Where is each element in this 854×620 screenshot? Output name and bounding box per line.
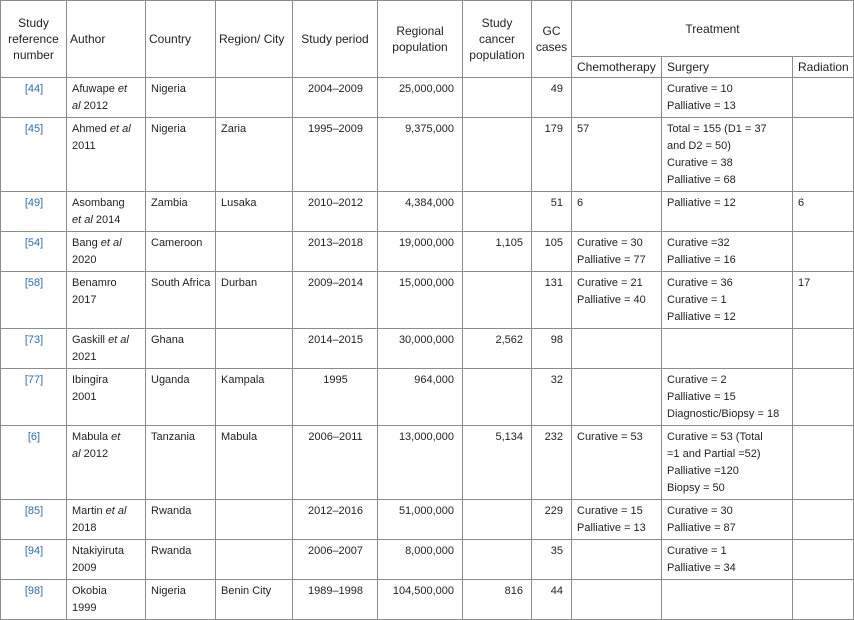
author-line: Mabula et [72, 431, 121, 443]
study-ref-link[interactable]: [98] [1, 580, 67, 620]
header-country: Country [146, 1, 216, 78]
author-line: Benamro [72, 277, 117, 289]
gc-cases-cell: 44 [532, 580, 572, 620]
surgery-cell [662, 580, 793, 620]
author-line: Ibingira [72, 374, 109, 386]
chemotherapy-cell [572, 192, 662, 232]
study-ref-link[interactable]: [58] [1, 272, 67, 329]
author-line: 2021 [72, 351, 97, 363]
period-cell: 2006–2011 [293, 426, 378, 500]
author-line: 1999 [72, 602, 97, 614]
surgery-line: Palliative = 12 [667, 197, 736, 209]
header-gc-cases: GC cases [532, 1, 572, 78]
population-cell: 30,000,000 [378, 329, 463, 369]
author-cell [67, 540, 146, 580]
population-cell: 13,000,000 [378, 426, 463, 500]
surgery-cell [662, 369, 793, 426]
author-line: al 2012 [72, 100, 109, 112]
country-cell: Rwanda [146, 500, 216, 540]
surgery-line: Curative = 30 [667, 505, 733, 517]
cancer-pop-cell [463, 500, 532, 540]
author-line: Afuwape et [72, 83, 128, 95]
surgery-cell [662, 118, 793, 192]
region-cell [216, 329, 293, 369]
cancer-pop-cell: 1,105 [463, 232, 532, 272]
radiation-cell [793, 78, 854, 118]
radiation-cell [793, 500, 854, 540]
gc-cases-cell: 232 [532, 426, 572, 500]
country-cell: South Africa [146, 272, 216, 329]
radiation-cell [793, 118, 854, 192]
chemotherapy-cell [572, 580, 662, 620]
chemotherapy-cell [572, 426, 662, 500]
study-ref-link[interactable]: [49] [1, 192, 67, 232]
author-line: et al 2014 [72, 214, 121, 226]
country-cell: Ghana [146, 329, 216, 369]
region-cell: Lusaka [216, 192, 293, 232]
chemotherapy-cell [572, 272, 662, 329]
country-cell: Zambia [146, 192, 216, 232]
country-cell: Uganda [146, 369, 216, 426]
population-cell: 25,000,000 [378, 78, 463, 118]
table-row [1, 192, 854, 232]
period-cell: 2012–2016 [293, 500, 378, 540]
author-line: Martin et al [72, 505, 127, 517]
radiation-cell [793, 580, 854, 620]
gc-cases-cell: 51 [532, 192, 572, 232]
population-cell: 8,000,000 [378, 540, 463, 580]
study-ref-link[interactable]: [6] [1, 426, 67, 500]
population-cell: 15,000,000 [378, 272, 463, 329]
period-cell: 2014–2015 [293, 329, 378, 369]
surgery-line: Curative = 38 [667, 157, 733, 169]
gc-cases-cell: 98 [532, 329, 572, 369]
header-surgery: Surgery [662, 57, 793, 78]
table-body [1, 78, 854, 620]
chemotherapy-cell [572, 540, 662, 580]
country-cell: Nigeria [146, 118, 216, 192]
population-cell: 4,384,000 [378, 192, 463, 232]
chemotherapy-cell [572, 369, 662, 426]
gc-cases-cell: 179 [532, 118, 572, 192]
author-line: Ahmed et al [72, 123, 131, 135]
region-cell [216, 500, 293, 540]
surgery-cell [662, 329, 793, 369]
author-line: Okobia [72, 585, 107, 597]
surgery-cell [662, 500, 793, 540]
region-cell: Mabula [216, 426, 293, 500]
table-row [1, 272, 854, 329]
country-cell: Tanzania [146, 426, 216, 500]
radiation-cell: 6 [793, 192, 854, 232]
chemotherapy-line: 6 [577, 197, 584, 209]
surgery-line: Palliative = 87 [667, 522, 736, 534]
header-chemotherapy: Chemotherapy [572, 57, 662, 78]
table-row [1, 329, 854, 369]
author-cell [67, 78, 146, 118]
region-cell: Durban [216, 272, 293, 329]
chemotherapy-line: Palliative = 77 [577, 254, 646, 266]
surgery-line: Curative =32 [667, 237, 730, 249]
surgery-cell [662, 232, 793, 272]
country-cell: Rwanda [146, 540, 216, 580]
gc-cases-cell: 229 [532, 500, 572, 540]
cancer-pop-cell [463, 118, 532, 192]
period-cell: 2010–2012 [293, 192, 378, 232]
header-cancer-pop: Study cancer population [463, 1, 532, 78]
cancer-pop-cell [463, 369, 532, 426]
surgery-line: Total = 155 (D1 = 37 [667, 123, 767, 135]
surgery-line: Curative = 53 (Total [667, 431, 763, 443]
header-study-ref: Study reference number [1, 1, 67, 78]
period-cell: 2009–2014 [293, 272, 378, 329]
surgery-line: and D2 = 50) [667, 140, 731, 152]
header-treatment: Treatment [572, 1, 854, 57]
region-cell: Zaria [216, 118, 293, 192]
gc-cases-cell: 32 [532, 369, 572, 426]
study-ref-link[interactable]: [94] [1, 540, 67, 580]
author-cell [67, 329, 146, 369]
country-cell: Nigeria [146, 78, 216, 118]
author-line: 2011 [72, 140, 96, 152]
table-row [1, 118, 854, 192]
author-cell [67, 369, 146, 426]
radiation-cell [793, 329, 854, 369]
chemotherapy-line: Curative = 21 [577, 277, 643, 289]
cancer-pop-cell: 5,134 [463, 426, 532, 500]
author-line: Ntakiyiruta [72, 545, 124, 557]
surgery-cell [662, 78, 793, 118]
surgery-line: Palliative = 15 [667, 391, 736, 403]
country-cell: Cameroon [146, 232, 216, 272]
author-line: 2009 [72, 562, 97, 574]
radiation-cell: 17 [793, 272, 854, 329]
chemotherapy-cell [572, 329, 662, 369]
radiation-cell [793, 540, 854, 580]
region-cell: Benin City [216, 580, 293, 620]
region-cell: Kampala [216, 369, 293, 426]
surgery-line: Diagnostic/Biopsy = 18 [667, 408, 780, 420]
chemotherapy-line: Curative = 30 [577, 237, 643, 249]
author-cell [67, 426, 146, 500]
table-row [1, 78, 854, 118]
author-cell [67, 500, 146, 540]
surgery-cell [662, 272, 793, 329]
table-row [1, 580, 854, 620]
surgery-line: Palliative = 68 [667, 174, 736, 186]
surgery-line: Curative = 36 [667, 277, 733, 289]
region-cell [216, 540, 293, 580]
cancer-pop-cell [463, 272, 532, 329]
surgery-line: Curative = 2 [667, 374, 727, 386]
table-header [1, 1, 854, 78]
author-line: 2018 [72, 522, 97, 534]
table-row [1, 232, 854, 272]
study-ref-link[interactable]: [45] [1, 118, 67, 192]
cancer-pop-cell [463, 192, 532, 232]
region-cell [216, 232, 293, 272]
table-row [1, 500, 854, 540]
gc-cases-cell: 131 [532, 272, 572, 329]
period-cell: 1995–2009 [293, 118, 378, 192]
author-line: 2001 [72, 391, 97, 403]
author-cell [67, 192, 146, 232]
chemotherapy-cell [572, 232, 662, 272]
chemotherapy-line: Curative = 53 [577, 431, 643, 443]
study-ref-link[interactable]: [77] [1, 369, 67, 426]
author-line: al 2012 [72, 448, 109, 460]
author-cell [67, 232, 146, 272]
study-ref-link[interactable]: [85] [1, 500, 67, 540]
table-row [1, 369, 854, 426]
radiation-cell [793, 232, 854, 272]
chemotherapy-line: 57 [577, 123, 590, 135]
surgery-line: Curative = 10 [667, 83, 733, 95]
surgery-line: Curative = 1 [667, 294, 727, 306]
chemotherapy-cell [572, 78, 662, 118]
surgery-line: Palliative = 16 [667, 254, 736, 266]
chemotherapy-line: Curative = 15 [577, 505, 643, 517]
study-ref-link[interactable]: [54] [1, 232, 67, 272]
surgery-line: Palliative = 13 [667, 100, 736, 112]
surgery-line: Biopsy = 50 [667, 482, 725, 494]
author-line: 2017 [72, 294, 97, 306]
surgery-line: =1 and Partial =52) [667, 448, 761, 460]
cancer-pop-cell: 2,562 [463, 329, 532, 369]
header-region: Region/ City [216, 1, 293, 78]
author-line: Asombang [72, 197, 125, 209]
surgery-cell [662, 426, 793, 500]
population-cell: 9,375,000 [378, 118, 463, 192]
gc-cases-cell: 105 [532, 232, 572, 272]
country-cell: Nigeria [146, 580, 216, 620]
author-line: Gaskill et al [72, 334, 129, 346]
table-row [1, 426, 854, 500]
chemotherapy-cell [572, 500, 662, 540]
chemotherapy-line: Palliative = 40 [577, 294, 646, 306]
study-ref-link[interactable]: [44] [1, 78, 67, 118]
gc-cases-cell: 35 [532, 540, 572, 580]
surgery-cell [662, 540, 793, 580]
author-cell [67, 272, 146, 329]
population-cell: 19,000,000 [378, 232, 463, 272]
period-cell: 1995 [293, 369, 378, 426]
author-cell [67, 580, 146, 620]
author-cell [67, 118, 146, 192]
surgery-cell [662, 192, 793, 232]
period-cell: 2004–2009 [293, 78, 378, 118]
population-cell: 51,000,000 [378, 500, 463, 540]
radiation-cell [793, 426, 854, 500]
header-population: Regional population [378, 1, 463, 78]
cancer-pop-cell [463, 78, 532, 118]
chemotherapy-line: Palliative = 13 [577, 522, 646, 534]
surgery-line: Curative = 1 [667, 545, 727, 557]
author-line: Bang et al [72, 237, 122, 249]
period-cell: 2013–2018 [293, 232, 378, 272]
population-cell: 104,500,000 [378, 580, 463, 620]
period-cell: 1989–1998 [293, 580, 378, 620]
surgery-line: Palliative = 34 [667, 562, 736, 574]
period-cell: 2006–2007 [293, 540, 378, 580]
study-ref-link[interactable]: [73] [1, 329, 67, 369]
gc-cases-cell: 49 [532, 78, 572, 118]
radiation-cell [793, 369, 854, 426]
cancer-pop-cell: 816 [463, 580, 532, 620]
header-radiation: Radiation [793, 57, 854, 78]
chemotherapy-cell [572, 118, 662, 192]
table-row [1, 540, 854, 580]
surgery-line: Palliative = 12 [667, 311, 736, 323]
header-period: Study period [293, 1, 378, 78]
header-author: Author [67, 1, 146, 78]
surgery-line: Palliative =120 [667, 465, 739, 477]
population-cell: 964,000 [378, 369, 463, 426]
author-line: 2020 [72, 254, 97, 266]
cancer-pop-cell [463, 540, 532, 580]
region-cell [216, 78, 293, 118]
